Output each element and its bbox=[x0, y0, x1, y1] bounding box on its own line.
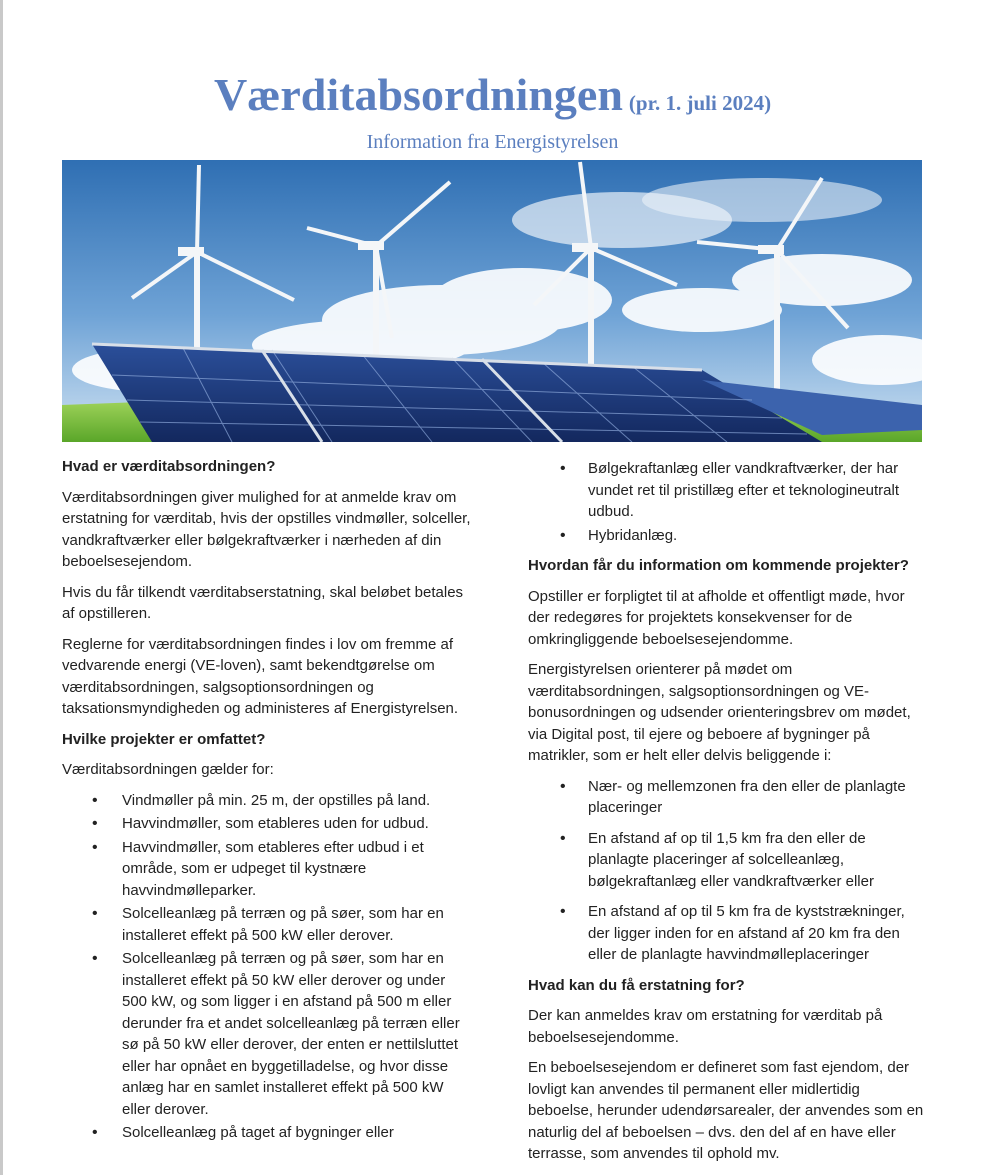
list-item: • Bølgekraftanlæg eller vandkraftværker, der har vundet ret til pristillæg efter et teknologineutralt udbud. bbox=[528, 458, 928, 523]
page-subtitle: Information fra Energistyrelsen bbox=[366, 131, 619, 153]
list-item: • Solcelleanlæg på terræn og på søer, som har en installeret effekt på 50 kW eller derover og under 500 kW, og som ligger i en afstand på 500 m eller derunder fra et andet solcelleanlæg på terræn eller sø på 50 kW eller derover, der enten er nettilsluttet eller har opnået en byggetilladelse, og hvor disse anlæg har en samlet installeret effekt på 500 kW eller derover. bbox=[62, 948, 472, 1120]
right-column bbox=[528, 458, 928, 1174]
paragraph: Opstiller er forpligtet til at afholde et offentligt møde, hvor der redegøres for projektets konsekvenser for de omkringliggende beboelsesejendomme. bbox=[528, 587, 905, 648]
title-row bbox=[0, 68, 985, 121]
paragraph: Der kan anmeldes krav om erstatning for værditab på beboelsesejendomme. bbox=[528, 1007, 883, 1046]
heading-which-projects: Hvilke projekter er omfattet? bbox=[62, 730, 266, 748]
project-list-continued bbox=[528, 458, 928, 546]
paragraph: Værditabsordningen gælder for: bbox=[62, 761, 274, 778]
left-column bbox=[62, 456, 472, 1153]
heading-compensation: Hvad kan du få erstatning for? bbox=[528, 976, 745, 994]
heading-what-is: Hvad er værditabsordningen? bbox=[62, 458, 276, 475]
paragraph: En beboelsesejendom er defineret som fast ejendom, der lovligt kan anvendes til permanent eller midlertidig beboelse, herunder udendørsarealer, der anvendes som en naturlig del af beboelsen – dvs. den del af en have eller terrasse, som anvendes til ophold mv. bbox=[528, 1059, 924, 1162]
list-item: • En afstand af op til 5 km fra de kyststrækninger, der ligger inden for en afstand af 20 km fra den eller de planlagte havvindmølleplaceringer bbox=[528, 901, 928, 966]
project-list bbox=[62, 790, 472, 1144]
list-item: • Vindmøller på min. 25 m, der opstilles på land. bbox=[62, 790, 472, 812]
page-left-edge bbox=[0, 0, 3, 1175]
title-date: (pr. 1. juli 2024) bbox=[628, 91, 772, 115]
zone-list bbox=[528, 776, 928, 966]
page-title: Værditabsordningen bbox=[213, 69, 623, 120]
list-item: • Solcelleanlæg på taget af bygninger eller bbox=[62, 1122, 472, 1144]
list-item: • Solcelleanlæg på terræn og på søer, som har en installeret effekt på 500 kW eller derover. bbox=[62, 903, 472, 946]
paragraph: Værditabsordningen giver mulighed for at anmelde krav om erstatning for værditab, hvis der opstilles vindmøller, solceller, vandkraftværker eller bølgekraftværker i nærheden af din beboelsesejendom. bbox=[62, 488, 471, 570]
paragraph: Reglerne for værditabsordningen findes i lov om fremme af vedvarende energi (VE-loven), samt bekendtgørelse om værditabsordningen, salgsoptionsordningen og taksationsmyndigheden og administeres af Energistyrelsen. bbox=[62, 635, 459, 717]
hero-image-wind-solar bbox=[62, 160, 922, 442]
heading-information: Hvordan får du information om kommende projekter? bbox=[528, 557, 909, 574]
paragraph: Hvis du får tilkendt værditabserstatning, skal beløbet betales af opstilleren. bbox=[62, 583, 464, 622]
list-item: • Nær- og mellemzonen fra den eller de planlagte placeringer bbox=[528, 776, 928, 819]
list-item: • Havvindmøller, som etableres uden for udbud. bbox=[62, 813, 472, 835]
hero-illustration bbox=[62, 160, 922, 442]
list-item: • Havvindmøller, som etableres efter udbud i et område, som er udpeget til kystnære havvindmølleparker. bbox=[62, 837, 472, 902]
list-item: • En afstand af op til 1,5 km fra den eller de planlagte placeringer af solcelleanlæg, bølgekraftanlæg eller vandkraftværker eller bbox=[528, 828, 928, 893]
paragraph: Energistyrelsen orienterer på mødet om værditabsordningen, salgsoptionsordningen og VE-bonusordningen og udsender orienteringsbrev om mødet, via Digital post, til ejere og beboere af bygninger på matrikler, som er helt eller delvis beliggende i: bbox=[528, 661, 911, 764]
list-item: • Hybridanlæg. bbox=[528, 525, 928, 547]
